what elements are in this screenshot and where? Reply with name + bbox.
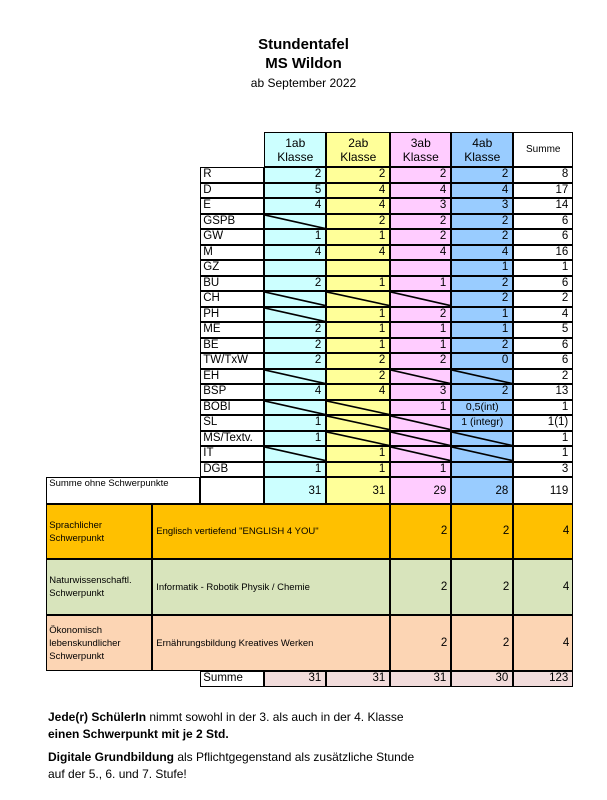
hours-cell: 4 <box>451 183 513 199</box>
subject-name: EH <box>200 369 264 385</box>
hours-cell: 3 <box>451 198 513 214</box>
hours-cell: 1 <box>451 260 513 276</box>
school-name: MS Wildon <box>265 55 342 72</box>
not-applicable-slash <box>327 416 389 430</box>
hours-cell <box>264 307 326 323</box>
row-sum: 1 <box>513 260 573 276</box>
column-header-grade: 3ab <box>410 136 431 151</box>
hours-cell: 0 <box>451 353 513 369</box>
not-applicable-slash <box>265 215 325 229</box>
row-sum: 13 <box>513 384 573 400</box>
footer-note-focus <box>48 709 568 743</box>
hours-cell: 1 <box>264 431 326 447</box>
row-sum: 6 <box>513 353 573 369</box>
hours-cell: 1 <box>451 322 513 338</box>
column-header-label: Klasse <box>277 150 314 165</box>
focus-description: Ernährungsbildung Kreatives Werken <box>152 615 390 671</box>
subject-name: R <box>200 167 264 183</box>
row-sum: 6 <box>513 229 573 245</box>
total-label: Summe <box>200 671 264 687</box>
not-applicable-slash <box>452 432 512 446</box>
hours-cell <box>451 446 513 462</box>
subject-name: BU <box>200 276 264 292</box>
hours-cell: 4 <box>264 245 326 261</box>
hours-cell <box>390 415 451 431</box>
focus-name: Naturwissenschaftl. Schwerpunkt <box>46 559 152 615</box>
hours-cell: 2 <box>264 353 326 369</box>
hours-cell: 2 <box>326 167 390 183</box>
hours-cell <box>390 369 451 385</box>
hours-cell: 2 <box>264 276 326 292</box>
subtotal-sum: 119 <box>513 477 573 504</box>
subject-name: TW/TxW <box>200 353 264 369</box>
total-cell: 31 <box>264 671 326 687</box>
hours-cell: 2 <box>390 229 451 245</box>
hours-cell: 1 <box>326 338 390 354</box>
not-applicable-slash <box>452 370 512 384</box>
hours-cell: 1 <box>326 322 390 338</box>
row-sum: 6 <box>513 338 573 354</box>
row-sum: 2 <box>513 291 573 307</box>
column-header-label: Klasse <box>340 150 377 165</box>
hours-cell <box>264 446 326 462</box>
hours-cell: 4 <box>451 245 513 261</box>
total-cell: 30 <box>451 671 513 687</box>
hours-cell: 4 <box>326 198 390 214</box>
not-applicable-slash <box>265 292 325 306</box>
hours-cell <box>326 260 390 276</box>
row-sum: 16 <box>513 245 573 261</box>
hours-cell: 2 <box>390 214 451 230</box>
row-sum: 5 <box>513 322 573 338</box>
hours-cell: 4 <box>326 384 390 400</box>
hours-cell <box>390 431 451 447</box>
footer-text-grades: auf der 5., 6. und 7. Stufe! <box>48 767 187 781</box>
column-header-3ab <box>390 132 451 167</box>
not-applicable-slash <box>391 370 450 384</box>
page-title: Stundentafel <box>258 36 349 53</box>
row-sum: 1(1) <box>513 415 573 431</box>
row-sum: 6 <box>513 276 573 292</box>
column-header-label: Klasse <box>402 150 439 165</box>
validity-date: ab September 2022 <box>250 76 357 90</box>
subject-name: DGB <box>200 462 264 478</box>
subtotal-label: Summe ohne Schwerpunkte <box>46 477 200 504</box>
subject-name: GZ <box>200 260 264 276</box>
hours-cell: 2 <box>451 291 513 307</box>
hours-cell: 2 <box>264 167 326 183</box>
row-sum: 8 <box>513 167 573 183</box>
row-sum: 17 <box>513 183 573 199</box>
focus-hours-4: 2 <box>451 504 513 559</box>
hours-cell <box>326 291 390 307</box>
hours-cell: 0,5(int) <box>451 400 513 416</box>
focus-hours-3: 2 <box>390 615 451 671</box>
not-applicable-slash <box>452 447 512 461</box>
hours-cell: 3 <box>390 198 451 214</box>
focus-hours-4: 2 <box>451 615 513 671</box>
hours-cell: 1 (integr) <box>451 415 513 431</box>
row-sum: 1 <box>513 431 573 447</box>
footer-note-dgb <box>48 749 568 783</box>
footer-bold-focus: einen Schwerpunkt mit je 2 Std. <box>48 727 229 741</box>
row-sum: 1 <box>513 446 573 462</box>
not-applicable-slash <box>327 292 389 306</box>
not-applicable-slash <box>265 447 325 461</box>
hours-cell <box>390 260 451 276</box>
hours-cell: 2 <box>451 384 513 400</box>
column-header-grade: 1ab <box>285 136 306 151</box>
hours-cell: 1 <box>326 307 390 323</box>
hours-cell: 2 <box>390 353 451 369</box>
subtotal-cell: 31 <box>326 477 390 504</box>
subtotal-cell: 28 <box>451 477 513 504</box>
hours-cell: 2 <box>264 322 326 338</box>
hours-cell: 2 <box>451 229 513 245</box>
subtotal-cell: 29 <box>390 477 451 504</box>
hours-cell <box>451 431 513 447</box>
footer-bold-students: Jede(r) SchülerIn <box>48 710 147 724</box>
hours-cell: 4 <box>264 198 326 214</box>
hours-cell: 4 <box>326 245 390 261</box>
hours-cell <box>326 431 390 447</box>
subject-name: MS/Textv. <box>200 431 264 447</box>
column-header-grade: 2ab <box>348 136 369 151</box>
focus-name: Ökonomisch lebenskundlicher Schwerpunkt <box>46 615 152 671</box>
subject-name: ME <box>200 322 264 338</box>
hours-cell: 1 <box>326 446 390 462</box>
not-applicable-slash <box>327 401 389 415</box>
row-sum: 14 <box>513 198 573 214</box>
not-applicable-slash <box>391 292 450 306</box>
focus-description: Informatik - Robotik Physik / Chemie <box>152 559 390 615</box>
hours-cell: 1 <box>390 462 451 478</box>
hours-cell: 1 <box>326 462 390 478</box>
hours-cell: 1 <box>451 307 513 323</box>
subject-name: PH <box>200 307 264 323</box>
hours-cell: 1 <box>264 415 326 431</box>
hours-cell: 2 <box>451 276 513 292</box>
hours-cell: 1 <box>326 276 390 292</box>
hours-cell: 2 <box>451 214 513 230</box>
subject-name: CH <box>200 291 264 307</box>
subject-name: BSP <box>200 384 264 400</box>
column-header-label: Klasse <box>464 150 501 165</box>
hours-cell <box>264 291 326 307</box>
hours-cell <box>264 214 326 230</box>
hours-cell: 4 <box>390 183 451 199</box>
column-header-sum: Summe <box>513 132 573 167</box>
hours-cell <box>326 415 390 431</box>
column-header-4ab <box>451 132 513 167</box>
hours-cell: 3 <box>390 384 451 400</box>
subject-name: M <box>200 245 264 261</box>
hours-cell: 2 <box>390 307 451 323</box>
column-header-1ab <box>264 132 326 167</box>
hours-cell: 1 <box>326 229 390 245</box>
focus-sum: 4 <box>513 559 573 615</box>
hours-cell: 2 <box>451 338 513 354</box>
subject-name: IT <box>200 446 264 462</box>
hours-cell: 4 <box>390 245 451 261</box>
row-sum: 1 <box>513 400 573 416</box>
hours-cell: 1 <box>264 229 326 245</box>
row-sum: 3 <box>513 462 573 478</box>
hours-cell: 2 <box>326 369 390 385</box>
focus-name: Sprachlicher Schwerpunkt <box>46 504 152 559</box>
focus-description: Englisch vertiefend "ENGLISH 4 YOU" <box>152 504 390 559</box>
hours-cell: 2 <box>326 353 390 369</box>
not-applicable-slash <box>327 432 389 446</box>
subject-name: BOBI <box>200 400 264 416</box>
not-applicable-slash <box>265 401 325 415</box>
subtotal-blank <box>200 477 264 504</box>
not-applicable-slash <box>391 447 450 461</box>
hours-cell: 2 <box>390 167 451 183</box>
hours-cell <box>326 400 390 416</box>
focus-hours-4: 2 <box>451 559 513 615</box>
hours-cell: 1 <box>390 276 451 292</box>
total-sum: 123 <box>513 671 573 687</box>
hours-cell: 5 <box>264 183 326 199</box>
subject-name: D <box>200 183 264 199</box>
hours-cell: 2 <box>451 167 513 183</box>
subject-name: E <box>200 198 264 214</box>
total-cell: 31 <box>326 671 390 687</box>
hours-cell: 4 <box>264 384 326 400</box>
subject-name: GW <box>200 229 264 245</box>
hours-cell <box>264 400 326 416</box>
column-header-grade: 4ab <box>472 136 493 151</box>
hours-cell: 1 <box>264 462 326 478</box>
hours-cell <box>451 462 513 478</box>
not-applicable-slash <box>391 432 450 446</box>
focus-sum: 4 <box>513 615 573 671</box>
hours-cell <box>451 369 513 385</box>
total-cell: 31 <box>390 671 451 687</box>
hours-cell: 1 <box>390 322 451 338</box>
column-header-2ab <box>326 132 390 167</box>
hours-cell: 4 <box>326 183 390 199</box>
subject-name: BE <box>200 338 264 354</box>
hours-cell <box>264 369 326 385</box>
focus-sum: 4 <box>513 504 573 559</box>
hours-cell <box>264 260 326 276</box>
hours-cell: 1 <box>390 400 451 416</box>
not-applicable-slash <box>265 308 325 322</box>
row-sum: 4 <box>513 307 573 323</box>
hours-cell <box>390 291 451 307</box>
focus-hours-3: 2 <box>390 559 451 615</box>
subject-name: GSPB <box>200 214 264 230</box>
hours-cell: 1 <box>390 338 451 354</box>
subtotal-cell: 31 <box>264 477 326 504</box>
hours-cell: 2 <box>264 338 326 354</box>
hours-cell: 2 <box>326 214 390 230</box>
not-applicable-slash <box>265 370 325 384</box>
row-sum: 6 <box>513 214 573 230</box>
not-applicable-slash <box>391 416 450 430</box>
footer-bold-dgb: Digitale Grundbildung <box>48 750 174 764</box>
subject-name: SL <box>200 415 264 431</box>
focus-hours-3: 2 <box>390 504 451 559</box>
footer-text-students: nimmt sowohl in der 3. als auch in der 4. Klasse <box>146 710 404 724</box>
hours-cell <box>390 446 451 462</box>
footer-text-dgb: als Pflichtgegenstand als zusätzliche Stunde <box>174 750 415 764</box>
row-sum: 2 <box>513 369 573 385</box>
